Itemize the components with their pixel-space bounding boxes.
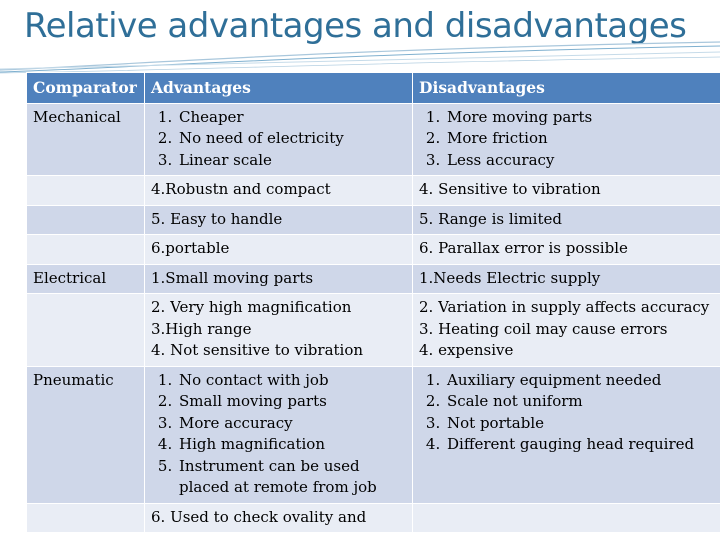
list-item: 2. More friction [445, 128, 715, 150]
list-item: 3. More accuracy [177, 413, 407, 435]
table-row [27, 264, 720, 294]
advantages-cell: 5. Easy to handle [145, 205, 413, 235]
header-row [27, 73, 720, 104]
disadvantages-list [419, 107, 715, 172]
advantage-line: 4. Not sensitive to vibration [151, 341, 364, 359]
comparison-table [26, 72, 720, 533]
disadvantage-line: 3. Heating coil may cause errors [419, 319, 668, 338]
advantage-line: 2. Very high magnification [151, 298, 352, 316]
disadvantage-line: 4. expensive [419, 341, 514, 359]
disadvantages-cell [413, 294, 720, 367]
advantages-cell: 6.portable [145, 235, 413, 265]
comparator-cell [27, 235, 145, 265]
disadvantage-line: 2. Variation in supply affects accuracy [419, 298, 710, 316]
comparator-cell: Electrical [27, 264, 145, 294]
disadvantages-cell: 1.Needs Electric supply [413, 264, 720, 294]
advantages-cell [145, 103, 413, 176]
list-item: 3. Less accuracy [445, 150, 715, 172]
disadvantages-cell: 5. Range is limited [413, 205, 720, 235]
list-item: 4. High magnification [177, 434, 407, 456]
slide-title: Relative advantages and disadvantages [24, 6, 687, 46]
list-item: 3. Linear scale [177, 150, 407, 172]
header-advantages: Advantages [145, 73, 413, 104]
table-row [27, 366, 720, 503]
advantages-list [151, 370, 407, 499]
table-row [27, 503, 720, 533]
list-item: 5. Instrument can be used placed at remote from job [177, 456, 407, 499]
comparator-cell: Mechanical [27, 103, 145, 176]
disadvantages-cell: 4. Sensitive to vibration [413, 176, 720, 206]
list-item: 1. Cheaper [177, 107, 407, 129]
comparator-cell [27, 205, 145, 235]
decorative-swoosh [0, 40, 720, 74]
list-item: 1. No contact with job [177, 370, 407, 392]
comparator-cell: Pneumatic [27, 366, 145, 503]
table-row [27, 205, 720, 235]
advantages-cell [145, 294, 413, 367]
disadvantages-cell [413, 503, 720, 533]
comparator-cell [27, 294, 145, 367]
list-item: 2. Scale not uniform [445, 391, 715, 413]
header-comparator: Comparator [27, 73, 145, 104]
advantages-cell [145, 366, 413, 503]
list-item: 2. Small moving parts [177, 391, 407, 413]
advantages-list [151, 107, 407, 172]
disadvantages-cell [413, 366, 720, 503]
table-row [27, 103, 720, 176]
comparator-cell [27, 503, 145, 533]
table-row [27, 235, 720, 265]
comparator-cell [27, 176, 145, 206]
list-item: 2. No need of electricity [177, 128, 407, 150]
list-item: 4. Different gauging head required [445, 434, 715, 456]
table-row [27, 294, 720, 367]
advantages-cell: 4.Robustn and compact [145, 176, 413, 206]
disadvantages-list [419, 370, 715, 456]
list-item: 1. More moving parts [445, 107, 715, 129]
disadvantages-cell: 6. Parallax error is possible [413, 235, 720, 265]
list-item: 1. Auxiliary equipment needed [445, 370, 715, 392]
advantages-cell: 6. Used to check ovality and [145, 503, 413, 533]
advantage-line: 3.High range [151, 319, 252, 338]
disadvantages-cell [413, 103, 720, 176]
table-row [27, 176, 720, 206]
list-item: 3. Not portable [445, 413, 715, 435]
advantages-cell: 1.Small moving parts [145, 264, 413, 294]
header-disadvantages: Disadvantages [413, 73, 720, 104]
